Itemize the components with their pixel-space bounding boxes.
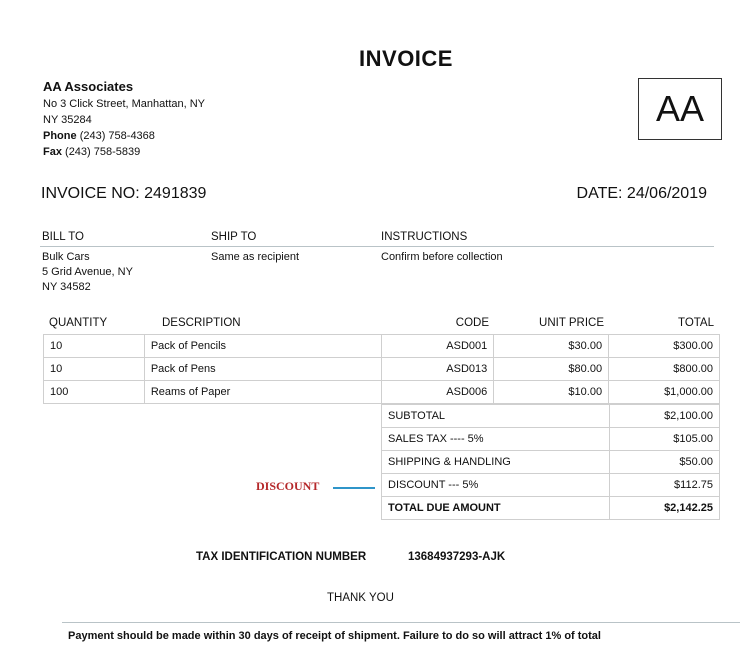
bill-to-address [42,250,133,295]
bill-to-line: 5 Grid Avenue, NY [42,266,133,278]
ship-to-value: Same as recipient [211,251,300,263]
discount-value: $112.75 [610,474,720,497]
item-unit-price: $30.00 [494,335,609,358]
item-code: ASD006 [382,381,494,404]
company-fax [43,144,205,160]
payment-terms: Payment should be made within 30 days of receipt of shipment. Failure to do so will attract 1% of total [68,630,601,642]
item-quantity: 10 [44,335,145,358]
invoice-number: INVOICE NO: 2491839 [41,185,207,202]
invoice-date: DATE: 24/06/2019 [576,185,707,202]
tax-id-value: 13684937293-AJK [408,551,506,563]
company-phone [43,128,205,144]
company-address-line-2: NY 35284 [43,114,92,126]
item-unit-price: $10.00 [494,381,609,404]
item-total: $300.00 [609,335,720,358]
item-quantity: 10 [44,358,145,381]
column-header-total: TOTAL [678,317,714,329]
column-header-code: CODE [455,317,489,329]
company-info [43,78,205,160]
bill-to-line: Bulk Cars [42,251,90,263]
section-divider [40,246,714,247]
phone-label: Phone [43,130,77,142]
item-quantity: 100 [44,381,145,404]
bill-to-line: NY 34582 [42,281,91,293]
instructions-label: INSTRUCTIONS [381,231,468,243]
item-total: $1,000.00 [609,381,720,404]
totals-row [382,474,720,497]
totals-row [382,428,720,451]
discount-annotation-pointer [333,487,375,489]
item-total: $800.00 [609,358,720,381]
item-unit-price: $80.00 [494,358,609,381]
item-description: Pack of Pencils [144,335,382,358]
tax-id-label: TAX IDENTIFICATION NUMBER [196,551,367,563]
company-logo: AA [638,78,722,140]
company-address-line-1: No 3 Click Street, Manhattan, NY [43,98,206,110]
table-row [44,358,720,381]
footer-divider [62,622,740,623]
item-description: Reams of Paper [144,381,382,404]
invoice-title: INVOICE [359,46,453,71]
column-header-unit-price: UNIT PRICE [539,317,604,329]
thank-you-text: THANK YOU [327,592,394,604]
totals-row [382,405,720,428]
subtotal-label: SUBTOTAL [382,405,610,428]
column-header-quantity: QUANTITY [49,317,108,329]
fax-label: Fax [43,146,62,158]
total-due-value: $2,142.25 [610,497,720,520]
sales-tax-label: SALES TAX ---- 5% [382,428,610,451]
item-code: ASD013 [382,358,494,381]
item-description: Pack of Pens [144,358,382,381]
phone-value: (243) 758-4368 [79,130,155,142]
discount-label: DISCOUNT --- 5% [382,474,610,497]
total-due-label: TOTAL DUE AMOUNT [382,497,610,520]
shipping-value: $50.00 [610,451,720,474]
column-header-description: DESCRIPTION [162,317,241,329]
fax-value: (243) 758-5839 [65,146,141,158]
totals-table [381,404,720,520]
bill-to-label: BILL TO [42,231,84,243]
totals-row [382,451,720,474]
subtotal-value: $2,100.00 [610,405,720,428]
table-row [44,381,720,404]
instructions-value: Confirm before collection [381,251,503,263]
company-name: AA Associates [43,79,134,94]
table-row [44,335,720,358]
sales-tax-value: $105.00 [610,428,720,451]
totals-row [382,497,720,520]
shipping-label: SHIPPING & HANDLING [382,451,610,474]
item-code: ASD001 [382,335,494,358]
discount-annotation: DISCOUNT [256,479,320,493]
line-items-table [43,334,720,404]
ship-to-label: SHIP TO [211,231,257,243]
